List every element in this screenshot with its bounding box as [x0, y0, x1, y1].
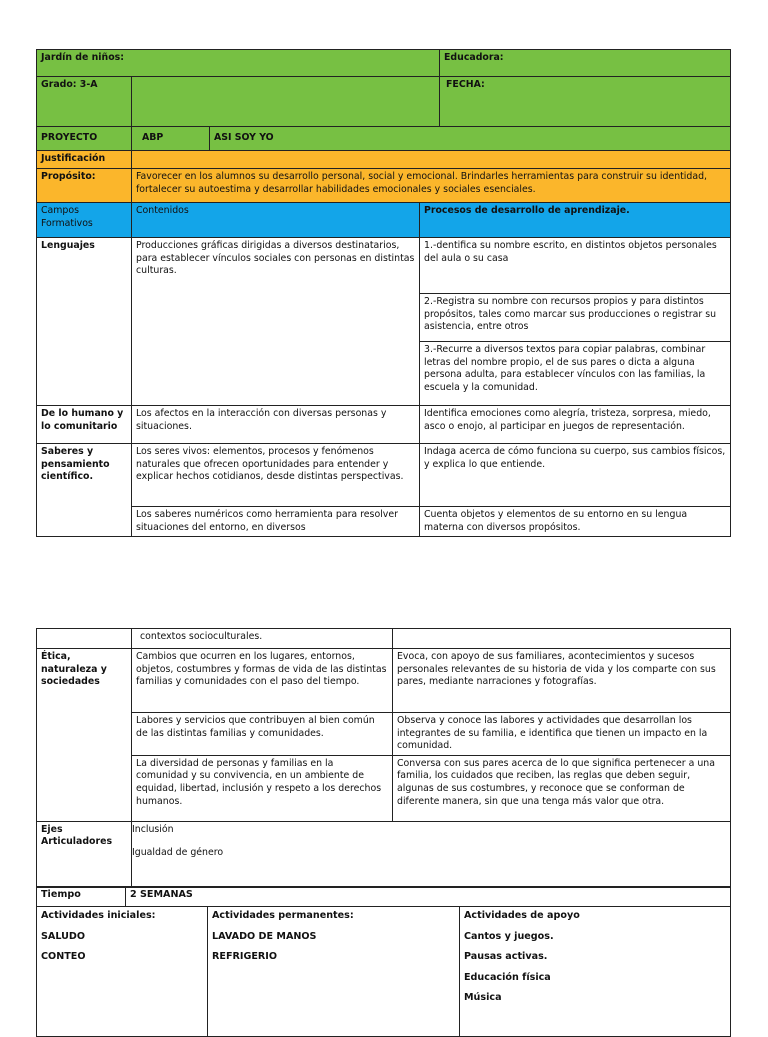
- abp-label: ABP: [132, 127, 210, 151]
- proyecto-label: PROYECTO: [37, 127, 132, 151]
- educadora-label: Educadora:: [440, 50, 731, 77]
- actividad-permanente: REFRIGERIO: [212, 951, 277, 963]
- justificacion-value-cell: [132, 151, 731, 169]
- campo-humano: De lo humano y lo comunitario: [37, 406, 132, 444]
- proceso-humano: Identifica emociones como alegría, tristeza, sorpresa, miedo, asco o enojo, al participar en juegos de representación.: [420, 406, 731, 444]
- actividad-inicial: CONTEO: [41, 951, 86, 963]
- actividades-permanentes-cell: [208, 907, 460, 1037]
- contenido-saberes-2: Los saberes numéricos como herramienta para resolver situaciones del entorno, en diversos: [132, 507, 420, 537]
- contenido-humano: Los afectos en la interacción con diversas personas y situaciones.: [132, 406, 420, 444]
- grado-value-cell: [132, 77, 440, 127]
- actividad-apoyo: Pausas activas.: [464, 951, 548, 963]
- actividades-apoyo-label: Actividades de apoyo: [464, 910, 580, 921]
- contenido-etica-1: Cambios que ocurren en los lugares, entornos, objetos, costumbres y formas de vida de las distintas familias y comunidades con el paso del tiempo.: [132, 649, 393, 713]
- actividad-apoyo: Educación física: [464, 971, 551, 983]
- actividad-permanente: LAVADO DE MANOS: [212, 930, 317, 942]
- proceso-etica-2: Observa y conoce las labores y actividades que desarrollan los integrantes de su familia, e identifica que tienen un impacto en la comunidad.: [393, 713, 731, 756]
- tiempo-label: Tiempo: [37, 887, 126, 907]
- campo-etica: Ética, naturaleza y sociedades: [37, 649, 132, 822]
- planning-table-page-2: [36, 628, 731, 888]
- jardin-label: Jardín de niños:: [37, 50, 440, 77]
- proceso-lenguajes-1: 1.-dentifica su nombre escrito, en distintos objetos personales del aula o su casa: [420, 238, 731, 294]
- proposito-label: Propósito:: [37, 169, 132, 203]
- contenido-saberes-2-cont: contextos socioculturales.: [132, 629, 393, 649]
- tiempo-table: [36, 886, 731, 907]
- campo-saberes: Saberes y pensamiento científico.: [37, 444, 132, 537]
- proposito-text: Favorecer en los alumnos su desarrollo personal, social y emocional. Brindarles herramientas para construir su identidad, fortalecer su autoestima y desarrollar habilidades emocionales y sociales esenciales.: [132, 169, 731, 203]
- proceso-etica-1: Evoca, con apoyo de sus familiares, acontecimientos y sucesos personales relevantes de su historia de vida y los comparte con sus pares, mediante narraciones y fotografías.: [393, 649, 731, 713]
- contenido-lenguajes: Producciones gráficas dirigidas a diversos destinatarios, para establecer vínculos sociales con personas en distintas culturas.: [132, 238, 420, 406]
- campos-header: Campos Formativos: [37, 203, 132, 238]
- campo-lenguajes: Lenguajes: [37, 238, 132, 406]
- actividades-iniciales-label: Actividades iniciales:: [41, 910, 156, 921]
- procesos-header: Procesos de desarrollo de aprendizaje.: [420, 203, 731, 238]
- proceso-lenguajes-2: 2.-Registra su nombre con recursos propios y para distintos propósitos, tales como marcar sus producciones o registrar su asistencia, entre otros: [420, 294, 731, 342]
- proceso-continued-cell: [393, 629, 731, 649]
- contenidos-header: Contenidos: [132, 203, 420, 238]
- actividad-apoyo: Cantos y juegos.: [464, 930, 554, 942]
- contenido-etica-2: Labores y servicios que contribuyen al bien común de las distintas familias y comunidades.: [132, 713, 393, 756]
- ejes-items: [132, 821, 731, 887]
- actividad-apoyo: Música: [464, 992, 502, 1004]
- justificacion-label: Justificación: [37, 151, 132, 169]
- ejes-label: Ejes Articuladores: [37, 821, 132, 887]
- proceso-saberes-2: Cuenta objetos y elementos de su entorno en su lengua materna con diversos propósitos.: [420, 507, 731, 537]
- grado-label: Grado: 3-A: [37, 77, 132, 127]
- proyecto-name: ASI SOY YO: [210, 127, 731, 151]
- contenido-etica-3: La diversidad de personas y familias en la comunidad y su convivencia, en un ambiente de equidad, libertad, inclusión y respeto a los derechos humanos.: [132, 755, 393, 821]
- planning-table-page-1: [36, 49, 731, 537]
- contenido-saberes-1: Los seres vivos: elementos, procesos y fenómenos naturales que ofrecen oportunidades para entender y explicar hechos cotidianos, desde distintas perspectivas.: [132, 444, 420, 507]
- eje-item: Inclusión: [132, 823, 174, 835]
- actividades-iniciales-cell: [37, 907, 208, 1037]
- proceso-lenguajes-3: 3.-Recurre a diversos textos para copiar palabras, combinar letras del nombre propio, el de sus pares o dicta a alguna persona adulta, para establecer vínculos con las familias, la escuela y la comunidad.: [420, 342, 731, 406]
- actividades-table: [36, 906, 731, 1037]
- proceso-saberes-1: Indaga acerca de cómo funciona su cuerpo, sus cambios físicos, y explica lo que entiende.: [420, 444, 731, 507]
- proceso-etica-3: Conversa con sus pares acerca de lo que significa pertenecer a una familia, los cuidados que reciben, las reglas que deben seguir, algunas de sus costumbres, y reconoce que se conforman de diferente manera, sin que una tenga más valor que otra.: [393, 755, 731, 821]
- tiempo-value: 2 SEMANAS: [126, 887, 731, 907]
- eje-item: Igualdad de género: [132, 847, 224, 859]
- actividad-inicial: SALUDO: [41, 930, 86, 942]
- actividades-permanentes-label: Actividades permanentes:: [212, 910, 354, 921]
- campo-continued-cell: [37, 629, 132, 649]
- actividades-apoyo-cell: [460, 907, 731, 1037]
- fecha-label: FECHA:: [440, 77, 731, 127]
